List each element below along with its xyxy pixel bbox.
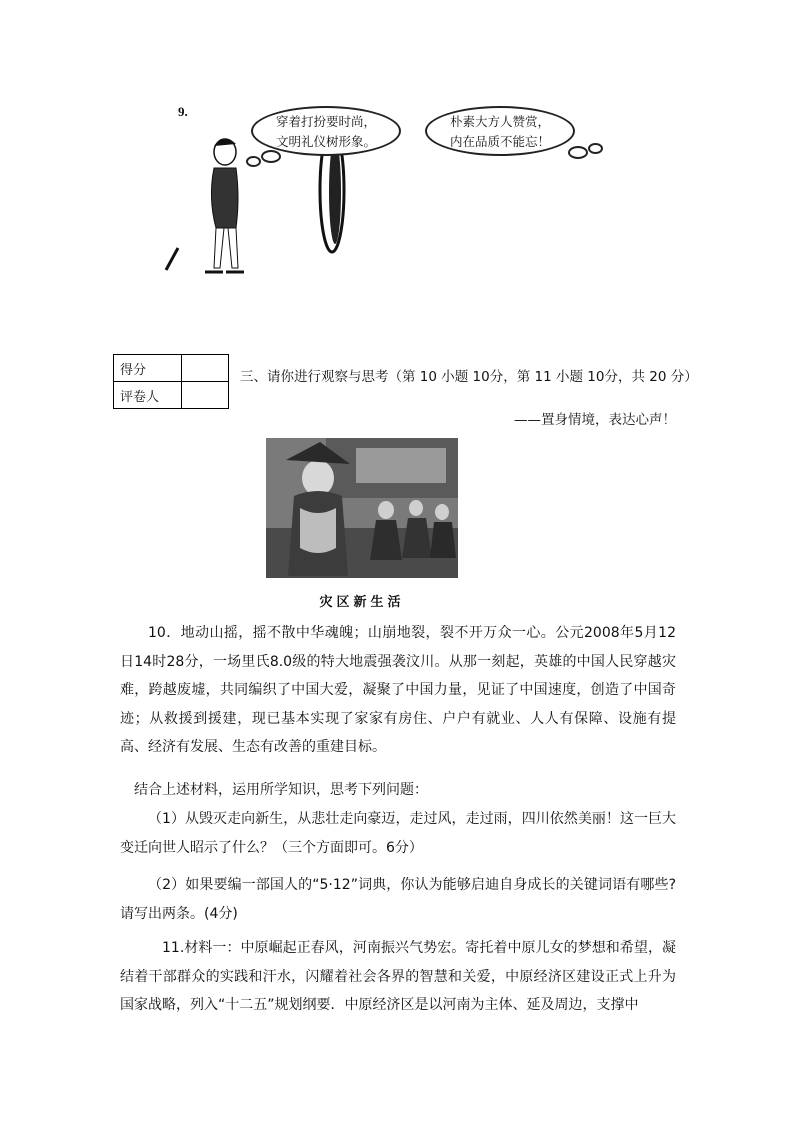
photo-caption: 灾区新生活 bbox=[319, 595, 405, 610]
thought-puff-icon bbox=[261, 150, 281, 163]
q10-subquestion-2: （2）如果要编一部国人的“5·12”词典，你认为能够启迪自身成长的关键词语有哪些?请写出两条。(4分) bbox=[120, 877, 676, 922]
man-figure-icon bbox=[205, 138, 244, 272]
grader-label: 评卷人 bbox=[114, 382, 182, 409]
left-bubble-line-1: 穿着打扮要时尚， bbox=[275, 114, 376, 129]
left-bubble-line-2: 文明礼仪树形象。 bbox=[275, 134, 376, 149]
thought-puff-icon bbox=[568, 146, 588, 159]
disaster-area-photo bbox=[266, 438, 458, 578]
score-value-cell[interactable] bbox=[182, 355, 229, 382]
right-bubble-line-2: 内在品质不能忘！ bbox=[449, 134, 550, 149]
thought-puff-icon bbox=[588, 143, 603, 154]
section-3-heading: 三、请你进行观察与思考（第 10 小题 10分，第 11 小题 10分，共 20 分） bbox=[240, 369, 698, 385]
left-speech-bubble bbox=[251, 106, 401, 156]
right-speech-bubble bbox=[425, 106, 575, 156]
score-label: 得分 bbox=[114, 355, 182, 382]
table-row bbox=[114, 382, 229, 409]
q11-material-1: 11.材料一：中原崛起正春风，河南振兴气势宏。寄托着中原儿女的梦想和希望，凝结着干部群众的实践和汗水，闪耀着社会各界的智慧和关爱，中原经济区建设正式上升为国家战略，列入“十二五”规划纲要．中原经济区是以河南为主体、延及周边，支撑中 bbox=[120, 940, 676, 1013]
score-table bbox=[113, 354, 229, 409]
q10-prompt: 结合上述材料，运用所学知识，思考下列问题： bbox=[134, 782, 428, 798]
q10-subquestion-1: （1）从毁灭走向新生，从悲壮走向豪迈，走过风，走过雨，四川依然美丽！这一巨大变迁向世人昭示了什么？（三个方面即可。6分） bbox=[120, 811, 676, 856]
photo-image-icon bbox=[266, 438, 458, 578]
table-row bbox=[114, 355, 229, 382]
right-bubble-line-1: 朴素大方人赞赏， bbox=[449, 114, 550, 129]
q10-material: 10．地动山摇，摇不散中华魂魄；山崩地裂，裂不开万众一心。公元2008年5月12日14时28分，一场里氏8.0级的特大地震强袭汶川。从那一刻起，英雄的中国人民穿越灾难，跨越废墟，共同编织了中国大爱，凝聚了中国力量，见证了中国速度，创造了中国奇迹；从救援到援建，现已基本实现了家家有房住、户户有就业、人人有保障、设施有提高、经济有发展、生态有改善的重建目标。 bbox=[120, 625, 676, 755]
grader-value-cell[interactable] bbox=[182, 382, 229, 409]
question-number-9: 9. bbox=[178, 104, 188, 119]
thought-puff-icon bbox=[246, 156, 261, 167]
section-3-subtitle: ——置身情境，表达心声！ bbox=[514, 412, 676, 428]
